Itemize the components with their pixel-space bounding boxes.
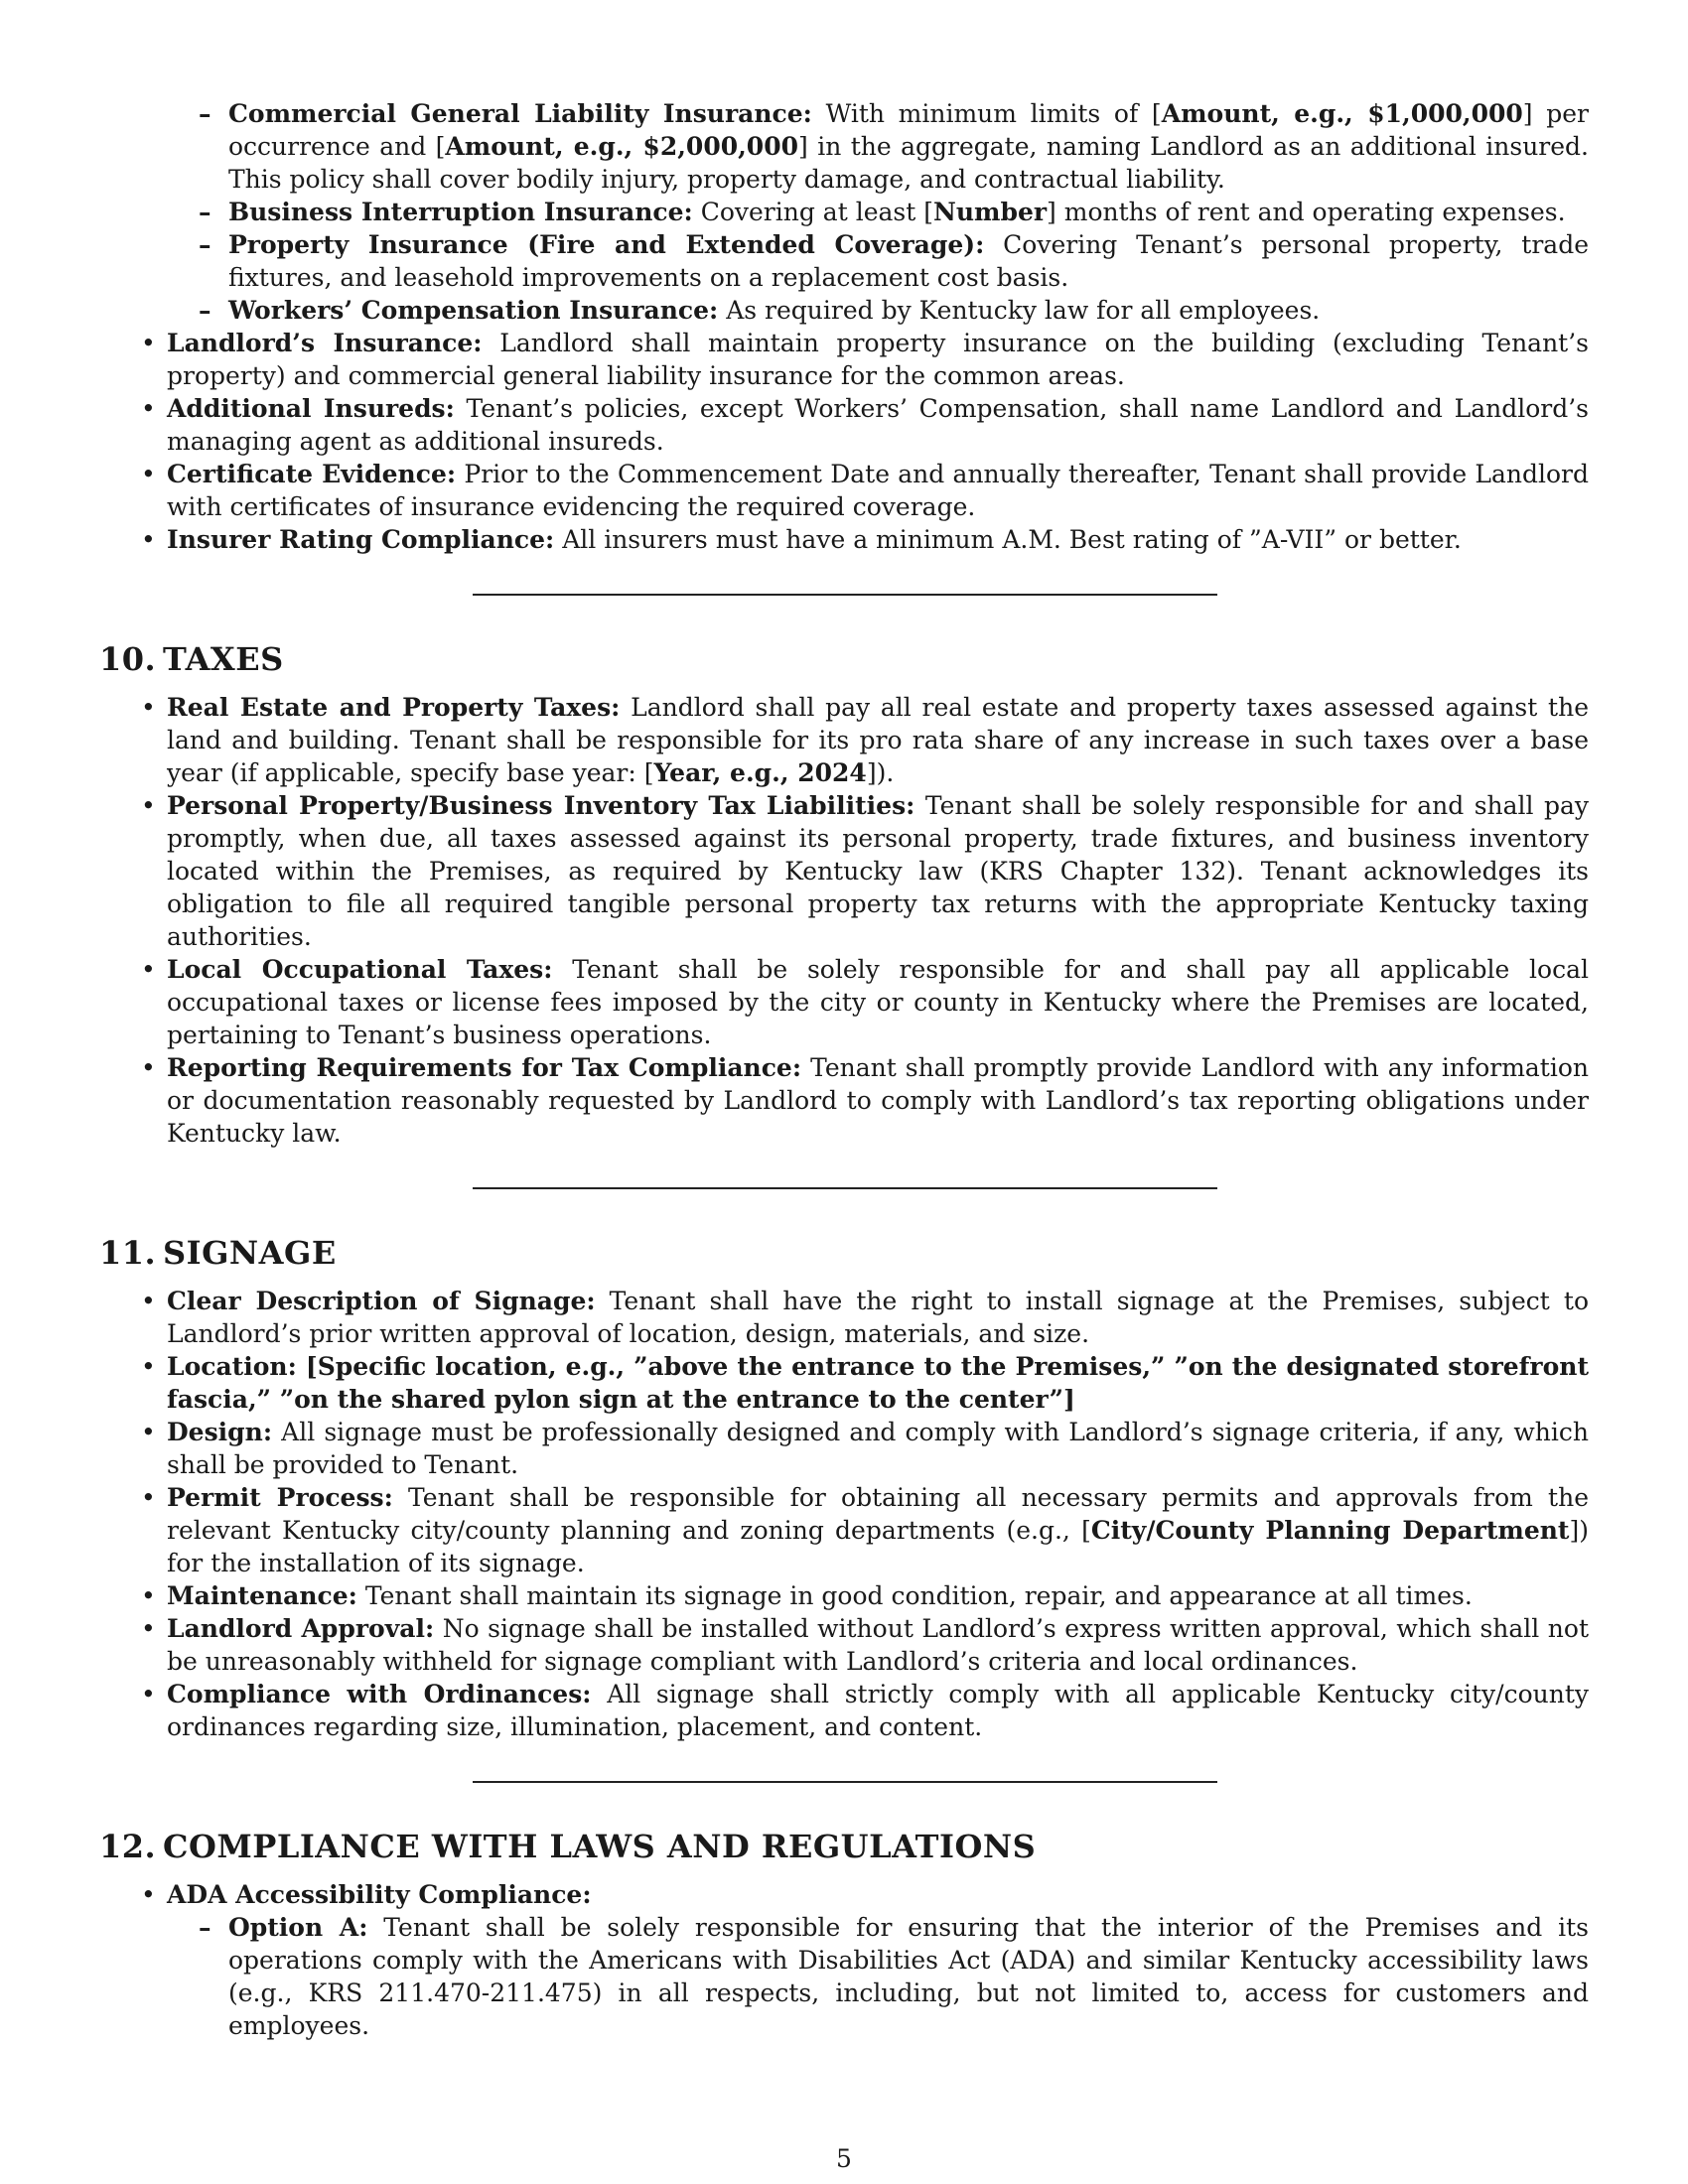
list-item: – Workers’ Compensation Insurance: As required by Kentucky law for all employees. bbox=[228, 294, 1589, 327]
list-item: • Landlord Approval: No signage shall be installed without Landlord’s express written approval, which shall not be unreasonably withheld for signage compliant with Landlord’s criteria and local ordinances. bbox=[167, 1612, 1589, 1678]
signage-list bbox=[99, 1285, 1589, 1743]
section-heading-compliance: 12. COMPLIANCE WITH LAWS AND REGULATIONS bbox=[99, 1828, 1037, 1865]
section-divider bbox=[473, 594, 1217, 596]
list-item: – Option A: Tenant shall be solely responsible for ensuring that the interior of the Premises and its operations comply with the Americans with Disabilities Act (ADA) and similar Kentucky accessibility laws (e.g., KRS 211.470-211.475) in all respects, including, but not limited to, access for customers and employees. bbox=[228, 1911, 1589, 2042]
compliance-list bbox=[99, 1878, 1589, 1911]
list-item: • Certificate Evidence: Prior to the Commencement Date and annually thereafter, Tenant shall provide Landlord with certificates of insurance evidencing the required coverage. bbox=[167, 458, 1589, 523]
insurance-coverage-list bbox=[99, 97, 1589, 327]
list-item: • Landlord’s Insurance: Landlord shall maintain property insurance on the building (excluding Tenant’s property) and commercial general liability insurance for the common areas. bbox=[167, 327, 1589, 392]
insurance-list bbox=[99, 327, 1589, 556]
list-item: – Business Interruption Insurance: Covering at least [Number] months of rent and operating expenses. bbox=[228, 196, 1589, 228]
list-item: • Design: All signage must be professionally designed and comply with Landlord’s signage criteria, if any, which shall be provided to Tenant. bbox=[167, 1416, 1589, 1481]
list-item: • Insurer Rating Compliance: All insurers must have a minimum A.M. Best rating of ”A-VII” or better. bbox=[167, 523, 1589, 556]
page-content bbox=[99, 97, 1589, 2042]
section-heading-taxes: 10. TAXES bbox=[99, 640, 284, 678]
section-heading-signage: 11. SIGNAGE bbox=[99, 1234, 337, 1272]
compliance-sub-list bbox=[99, 1911, 1589, 2042]
list-item: – Commercial General Liability Insurance: With minimum limits of [Amount, e.g., $1,000,000] per occurrence and [Amount, e.g., $2,000,000] in the aggregate, naming Landlord as an additional insured. This policy shall cover bodily injury, property damage, and contractual liability. bbox=[228, 97, 1589, 196]
section-divider bbox=[473, 1781, 1217, 1783]
list-item: • Real Estate and Property Taxes: Landlord shall pay all real estate and property taxes assessed against the land and building. Tenant shall be responsible for its pro rata share of any increase in such taxes over a base year (if applicable, specify base year: [Year, e.g., 2024]). bbox=[167, 691, 1589, 789]
list-item: • Additional Insureds: Tenant’s policies, except Workers’ Compensation, shall name Landlord and Landlord’s managing agent as additional insureds. bbox=[167, 392, 1589, 458]
section-divider bbox=[473, 1187, 1217, 1189]
list-item: • Personal Property/Business Inventory Tax Liabilities: Tenant shall be solely responsible for and shall pay promptly, when due, all taxes assessed against its personal property, trade fixtures, and business inventory located within the Premises, as required by Kentucky law (KRS Chapter 132). Tenant acknowledges its obligation to file all required tangible personal property tax returns with the appropriate Kentucky taxing authorities. bbox=[167, 789, 1589, 953]
list-item: • Maintenance: Tenant shall maintain its signage in good condition, repair, and appearance at all times. bbox=[167, 1579, 1589, 1612]
list-item: • Location: [Specific location, e.g., ”above the entrance to the Premises,” ”on the designated storefront fascia,” ”on the shared pylon sign at the entrance to the center”] bbox=[167, 1350, 1589, 1416]
taxes-list bbox=[99, 691, 1589, 1150]
list-item: • Clear Description of Signage: Tenant shall have the right to install signage at the Premises, subject to Landlord’s prior written approval of location, design, materials, and size. bbox=[167, 1285, 1589, 1350]
list-item: • ADA Accessibility Compliance: bbox=[167, 1878, 1589, 1911]
list-item: • Local Occupational Taxes: Tenant shall be solely responsible for and shall pay all applicable local occupational taxes or license fees imposed by the city or county in Kentucky where the Premises are located, pertaining to Tenant’s business operations. bbox=[167, 953, 1589, 1051]
list-item: • Permit Process: Tenant shall be responsible for obtaining all necessary permits and approvals from the relevant Kentucky city/county planning and zoning departments (e.g., [City/County Planning Department]) for the installation of its signage. bbox=[167, 1481, 1589, 1579]
list-item: • Compliance with Ordinances: All signage shall strictly comply with all applicable Kentucky city/county ordinances regarding size, illumination, placement, and content. bbox=[167, 1678, 1589, 1743]
page-number: 5 bbox=[836, 2144, 852, 2173]
list-item: – Property Insurance (Fire and Extended Coverage): Covering Tenant’s personal property, trade fixtures, and leasehold improvements on a replacement cost basis. bbox=[228, 228, 1589, 294]
list-item: • Reporting Requirements for Tax Compliance: Tenant shall promptly provide Landlord with any information or documentation reasonably requested by Landlord to comply with Landlord’s tax reporting obligations under Kentucky law. bbox=[167, 1051, 1589, 1150]
